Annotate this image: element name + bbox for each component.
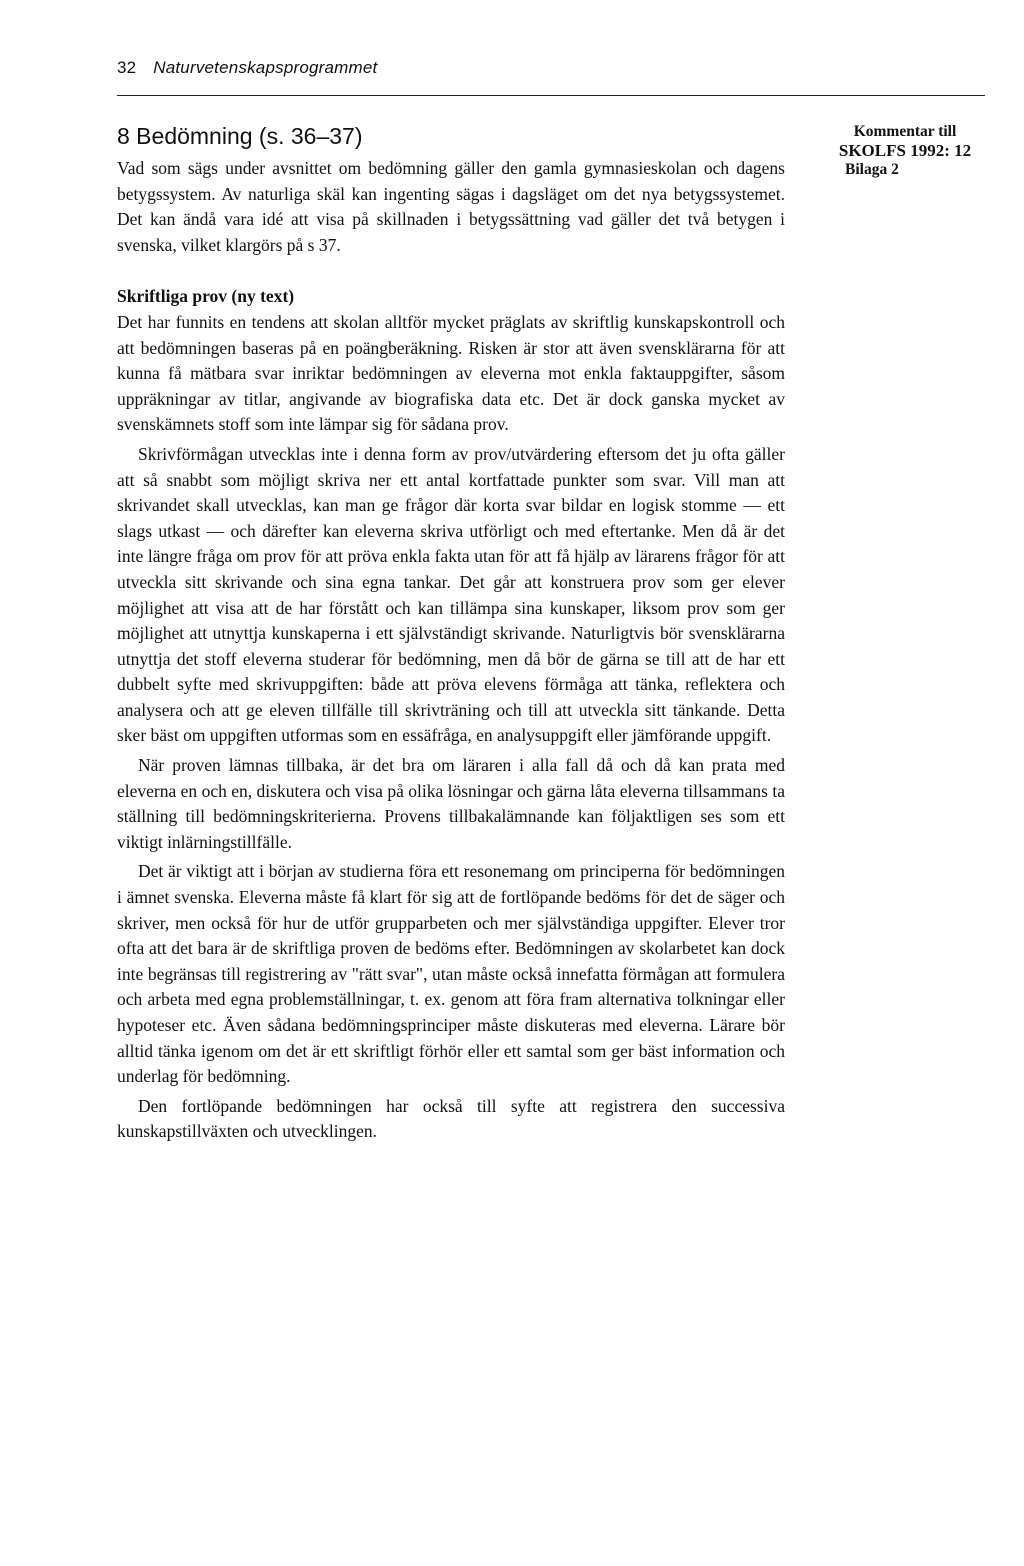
header-rule: [117, 95, 985, 96]
body-paragraph: Den fortlöpande bedömningen har också till syfte att registrera den successiva kunskapstillväxten och utvecklingen.: [117, 1095, 785, 1142]
running-header: [117, 58, 377, 78]
margin-note-line-2: SKOLFS 1992: 12: [838, 141, 972, 160]
body-paragraph: Det är viktigt att i början av studierna föra ett resonemang om principerna för bedömningen i ämnet svenska. Eleverna måste få klart för sig att de fortlöpande bedöms för det de säger och skriver, men också för hur de utför grupparbeten och mer självständiga uppgifter. Elever tror ofta att det bara är de skriftliga proven de bedöms efter. Bedömningen av skolarbetet kan dock inte begränsas till registrering av "rätt svar", utan måste också innefatta förmågan att formulera och arbeta med egna problemställningar, t. ex. genom att föra fram alternativa tolkningar eller hypoteser etc. Även sådana bedömningsprinciper måste diskuteras med eleverna. Lärare bör alltid tänka igenom om det är ett skriftligt förhör eller ett samtal som ger bäst information och underlag för bedömning.: [117, 861, 785, 1087]
margin-note-line-3: Bilaga 2: [845, 161, 899, 178]
publication-title: Naturvetenskapsprogrammet: [153, 58, 378, 77]
main-column: [117, 122, 785, 1145]
section-heading: 8 Bedömning (s. 36–37): [117, 123, 363, 149]
subsection-heading: Skriftliga prov (ny text): [117, 286, 295, 307]
margin-note: [815, 122, 995, 179]
body-paragraph: Det har funnits en tendens att skolan alltför mycket präglats av skriftlig kunskapskontroll och att bedömningen baseras på en poängberäkning. Risken är stor att även svensklärarna för att kunna få mätbara svar inriktar bedömningen av eleverna mot enkla faktauppgifter, såsom uppräkningar av titlar, angivande av biografiska data etc. Det är dock ganska mycket av svenskämnets stoff som inte lämpar sig för sådana prov.: [117, 311, 785, 435]
body-paragraph: Skrivförmågan utvecklas inte i denna form av prov/utvärdering eftersom det ju ofta gäller att så snabbt som möjligt skriva ner ett antal kortfattade punkter som svar. Vill man att skrivandet skall utvecklas, kan man ge frågor där korta svar bildar en logisk stomme — ett slags utkast — och därefter kan eleverna skriva utförligt och med eftertanke. Men då är det inte längre fråga om prov för att pröva enkla fakta utan för att få hjälp av lärarens frågor för att utveckla sitt skrivande och sina egna tankar. Det går att konstruera prov som ger elever möjlighet att visa att de har förstått och kan tillämpa sina kunskaper, liksom prov som ger möjlighet att utnyttja kunskaperna i ett självständigt skrivande. Naturligtvis bör svensklärarna utnyttja det stoff eleverna studerar för bedömning, men då bör de gärna se till att de har ett dubbelt syfte med skrivuppgiften: både att pröva elevens förmåga att tänka, reflektera och analysera och att ge eleven tillfälle till skrivträning och till att utveckla sitt tänkande. Detta sker bäst om uppgiften utformas som en essäfråga, en analysuppgift eller jämförande uppgift.: [117, 443, 785, 746]
section-intro: Vad som sägs under avsnittet om bedömning gäller den gamla gymnasieskolan och dagens betygssystem. Av naturliga skäl kan ingenting sägas i dagsläget om det nya betygssystemet. Det kan ändå vara idé att visa på skillnaden i betygssättning vad gäller det två betygen i svenska, vilket klargörs på s 37.: [117, 158, 785, 255]
margin-note-line-1: Kommentar till: [853, 123, 957, 140]
body-paragraph: När proven lämnas tillbaka, är det bra om läraren i alla fall då och då kan prata med eleverna en och en, diskutera och visa på olika lösningar och gärna låta eleverna tillsammans ta ställning till bedömningskriterierna. Provens tillbakalämnande kan följaktligen ses som ett viktigt inlärningstillfälle.: [117, 755, 785, 852]
page-number: 32: [117, 58, 137, 77]
